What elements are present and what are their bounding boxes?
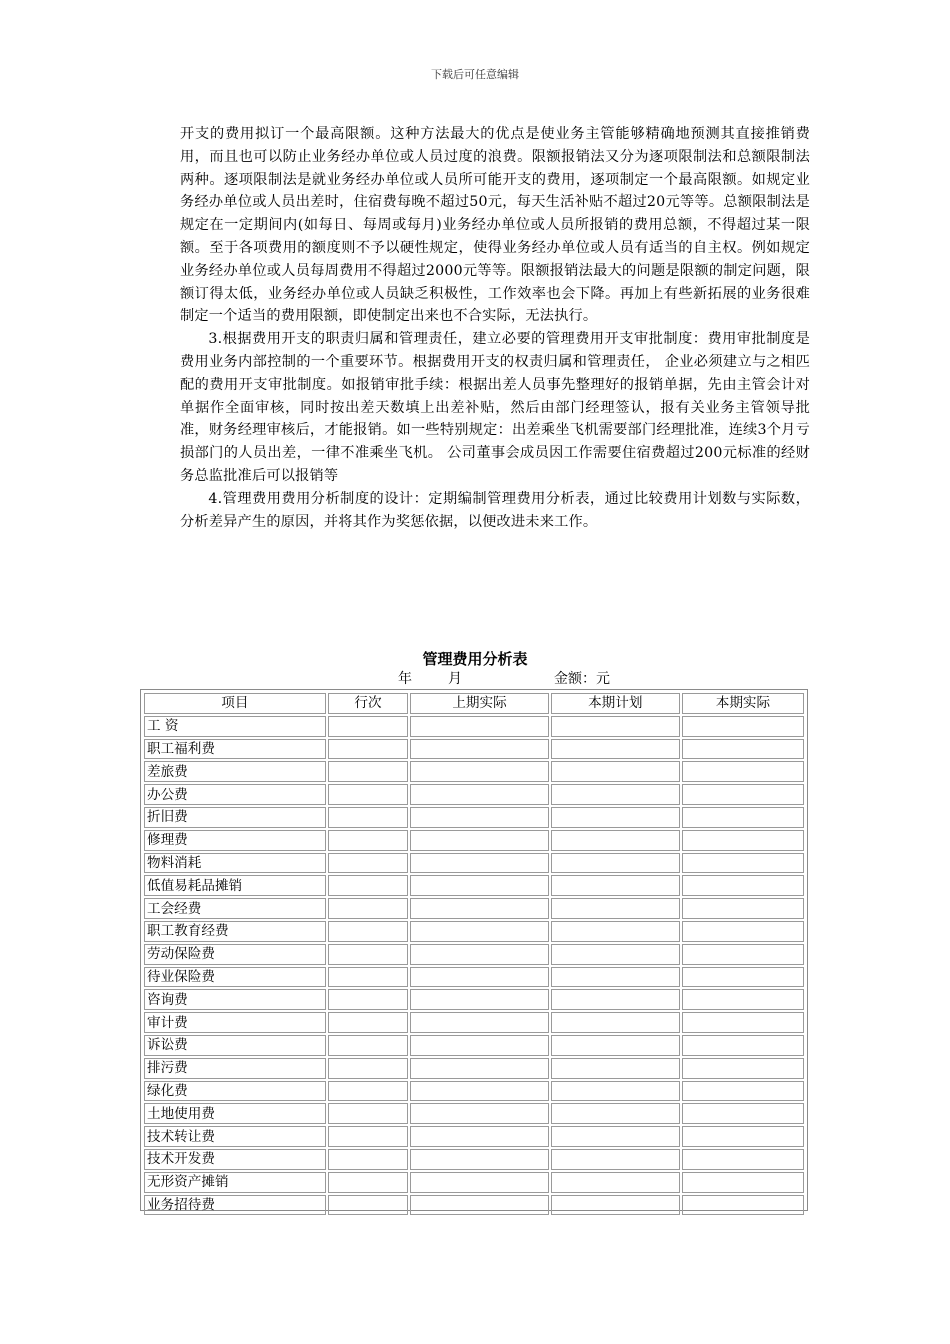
current-actual-cell[interactable] — [682, 1195, 804, 1216]
row-item-label: 折旧费 — [144, 807, 326, 828]
line-no-cell[interactable] — [328, 875, 409, 896]
row-item-label: 低值易耗品摊销 — [144, 875, 326, 896]
row-item-label: 劳动保险费 — [144, 944, 326, 965]
row-item-label: 工会经费 — [144, 898, 326, 919]
line-no-cell[interactable] — [328, 898, 409, 919]
line-no-cell[interactable] — [328, 1126, 409, 1147]
line-no-cell[interactable] — [328, 1035, 409, 1056]
current-actual-cell[interactable] — [682, 761, 804, 782]
expense-analysis-table — [140, 689, 808, 1211]
current-plan-cell[interactable] — [551, 989, 680, 1010]
column-header-current-actual: 本期实际 — [682, 693, 804, 714]
line-no-cell[interactable] — [328, 853, 409, 874]
table-row — [144, 1012, 804, 1033]
column-header-current-plan: 本期计划 — [551, 693, 680, 714]
row-item-label: 修理费 — [144, 830, 326, 851]
current-plan-cell[interactable] — [551, 761, 680, 782]
table-row — [144, 1172, 804, 1193]
table-row — [144, 1035, 804, 1056]
line-no-cell[interactable] — [328, 967, 409, 988]
current-plan-cell[interactable] — [551, 784, 680, 805]
year-label: 年 — [398, 671, 412, 687]
line-no-cell[interactable] — [328, 739, 409, 760]
current-actual-cell[interactable] — [682, 1103, 804, 1124]
column-header-prior-actual: 上期实际 — [410, 693, 548, 714]
line-no-cell[interactable] — [328, 1103, 409, 1124]
current-actual-cell[interactable] — [682, 898, 804, 919]
current-plan-cell[interactable] — [551, 1103, 680, 1124]
table-row — [144, 1103, 804, 1124]
current-plan-cell[interactable] — [551, 739, 680, 760]
table-row — [144, 921, 804, 942]
prior-actual-cell[interactable] — [410, 830, 548, 851]
current-plan-cell[interactable] — [551, 1081, 680, 1102]
current-actual-cell[interactable] — [682, 875, 804, 896]
row-item-label: 业务招待费 — [144, 1195, 326, 1216]
prior-actual-cell[interactable] — [410, 1172, 548, 1193]
current-actual-cell[interactable] — [682, 853, 804, 874]
prior-actual-cell[interactable] — [410, 1103, 548, 1124]
line-no-cell[interactable] — [328, 761, 409, 782]
expense-table — [142, 691, 806, 1217]
amount-label: 金额：元 — [554, 671, 610, 687]
current-plan-cell[interactable] — [551, 967, 680, 988]
table-title: 管理费用分析表 — [422, 650, 528, 668]
table-row — [144, 1126, 804, 1147]
table-row — [144, 967, 804, 988]
prior-actual-cell[interactable] — [410, 875, 548, 896]
row-item-label: 无形资产摊销 — [144, 1172, 326, 1193]
line-no-cell[interactable] — [328, 1195, 409, 1216]
current-plan-cell[interactable] — [551, 1172, 680, 1193]
prior-actual-cell[interactable] — [410, 716, 548, 737]
current-actual-cell[interactable] — [682, 716, 804, 737]
row-item-label: 诉讼费 — [144, 1035, 326, 1056]
row-item-label: 审计费 — [144, 1012, 326, 1033]
table-row — [144, 761, 804, 782]
current-plan-cell[interactable] — [551, 875, 680, 896]
prior-actual-cell[interactable] — [410, 784, 548, 805]
table-row — [144, 853, 804, 874]
line-no-cell[interactable] — [328, 1172, 409, 1193]
line-no-cell[interactable] — [328, 807, 409, 828]
table-row — [144, 875, 804, 896]
prior-actual-cell[interactable] — [410, 1058, 548, 1079]
row-item-label: 咨询费 — [144, 989, 326, 1010]
paragraph-continuation: 开支的费用拟订一个最高限额。这种方法最大的优点是使业务主管能够精确地预测其直接推销费用，而且也可以防止业务经办单位或人员过度的浪费。限额报销法又分为逐项限制法和总额限制法两种。逐项限制法是就业务经办单位或人员所可能开支的费用，逐项制定一个最高限额。如规定业务经办单位或人员出差时，住宿费每晚不超过50元，每天生活补贴不超过20元等等。总额限制法是规定在一定期间内(如每日、每周或每月)业务经办单位或人员所报销的费用总额，不得超过某一限额。至于各项费用的额度则不予以硬性规定，使得业务经办单位或人员有适当的自主权。例如规定业务经办单位或人员每周费用不得超过2000元等等。限额报销法最大的问题是限额的制定问题，限额订得太低，业务经办单位或人员缺乏积极性，工作效率也会下降。再加上有些新拓展的业务很难制定一个适当的费用限额，即使制定出来也不合实际，无法执行。 — [180, 126, 810, 325]
current-actual-cell[interactable] — [682, 967, 804, 988]
table-row — [144, 944, 804, 965]
table-row — [144, 739, 804, 760]
current-plan-cell[interactable] — [551, 716, 680, 737]
row-item-label: 技术转让费 — [144, 1126, 326, 1147]
table-subheader — [398, 668, 698, 688]
row-item-label: 差旅费 — [144, 761, 326, 782]
table-row — [144, 830, 804, 851]
prior-actual-cell[interactable] — [410, 853, 548, 874]
line-no-cell[interactable] — [328, 1149, 409, 1170]
row-item-label: 职工福利费 — [144, 739, 326, 760]
current-plan-cell[interactable] — [551, 1058, 680, 1079]
column-header-line-no: 行次 — [328, 693, 409, 714]
prior-actual-cell[interactable] — [410, 944, 548, 965]
table-row — [144, 1149, 804, 1170]
current-actual-cell[interactable] — [682, 1081, 804, 1102]
table-header-row — [144, 693, 804, 714]
current-actual-cell[interactable] — [682, 1035, 804, 1056]
current-plan-cell[interactable] — [551, 853, 680, 874]
current-actual-cell[interactable] — [682, 1149, 804, 1170]
table-body — [144, 716, 804, 1216]
prior-actual-cell[interactable] — [410, 967, 548, 988]
page-header: 下载后可任意编辑 — [431, 68, 519, 81]
month-label: 月 — [448, 671, 462, 687]
row-item-label: 职工教育经费 — [144, 921, 326, 942]
current-plan-cell[interactable] — [551, 1195, 680, 1216]
line-no-cell[interactable] — [328, 921, 409, 942]
current-plan-cell[interactable] — [551, 944, 680, 965]
current-actual-cell[interactable] — [682, 989, 804, 1010]
prior-actual-cell[interactable] — [410, 1126, 548, 1147]
table-row — [144, 1195, 804, 1216]
row-item-label: 技术开发费 — [144, 1149, 326, 1170]
current-plan-cell[interactable] — [551, 1012, 680, 1033]
prior-actual-cell[interactable] — [410, 921, 548, 942]
row-item-label: 办公费 — [144, 784, 326, 805]
current-actual-cell[interactable] — [682, 807, 804, 828]
prior-actual-cell[interactable] — [410, 739, 548, 760]
row-item-label: 工 资 — [144, 716, 326, 737]
current-actual-cell[interactable] — [682, 1058, 804, 1079]
table-row — [144, 898, 804, 919]
body-text — [180, 123, 810, 533]
table-row — [144, 1058, 804, 1079]
current-plan-cell[interactable] — [551, 830, 680, 851]
paragraph-analysis-system: 4.管理费用费用分析制度的设计：定期编制管理费用分析表，通过比较费用计划数与实际数，分析差异产生的原因，并将其作为奖惩依据，以便改进未来工作。 — [180, 490, 810, 530]
prior-actual-cell[interactable] — [410, 1149, 548, 1170]
current-plan-cell[interactable] — [551, 1126, 680, 1147]
current-actual-cell[interactable] — [682, 944, 804, 965]
line-no-cell[interactable] — [328, 1012, 409, 1033]
current-plan-cell[interactable] — [551, 1149, 680, 1170]
prior-actual-cell[interactable] — [410, 1035, 548, 1056]
current-actual-cell[interactable] — [682, 1012, 804, 1033]
current-actual-cell[interactable] — [682, 1126, 804, 1147]
table-row — [144, 1081, 804, 1102]
prior-actual-cell[interactable] — [410, 1012, 548, 1033]
paragraph-approval-system: 3.根据费用开支的职责归属和管理责任，建立必要的管理费用开支审批制度：费用审批制度是费用业务内部控制的一个重要环节。根据费用开支的权责归属和管理责任， 企业必须建立与之相匹配的费用开支审批制度。如报销审批手续：根据出差人员事先整理好的报销单据，先由主管会计对单据作全面审核，同时按出差天数填上出差补贴，然后由部门经理签认，报有关业务主管领导批准，财务经理审核后，才能报销。如一些特别规定：出差乘坐飞机需要部门经理批准，连续3个月亏损部门的人员出差，一律不准乘坐飞机。 公司董事会成员因工作需要住宿费超过200元标准的经财务总监批准后可以报销等 — [180, 331, 810, 484]
current-plan-cell[interactable] — [551, 898, 680, 919]
current-actual-cell[interactable] — [682, 784, 804, 805]
line-no-cell[interactable] — [328, 944, 409, 965]
prior-actual-cell[interactable] — [410, 761, 548, 782]
line-no-cell[interactable] — [328, 1058, 409, 1079]
row-item-label: 绿化费 — [144, 1081, 326, 1102]
current-plan-cell[interactable] — [551, 1035, 680, 1056]
prior-actual-cell[interactable] — [410, 1195, 548, 1216]
prior-actual-cell[interactable] — [410, 807, 548, 828]
row-item-label: 待业保险费 — [144, 967, 326, 988]
prior-actual-cell[interactable] — [410, 989, 548, 1010]
line-no-cell[interactable] — [328, 830, 409, 851]
row-item-label: 土地使用费 — [144, 1103, 326, 1124]
current-plan-cell[interactable] — [551, 807, 680, 828]
current-actual-cell[interactable] — [682, 830, 804, 851]
row-item-label: 物料消耗 — [144, 853, 326, 874]
line-no-cell[interactable] — [328, 784, 409, 805]
line-no-cell[interactable] — [328, 716, 409, 737]
column-header-item: 项目 — [144, 693, 326, 714]
row-item-label: 排污费 — [144, 1058, 326, 1079]
current-actual-cell[interactable] — [682, 921, 804, 942]
current-actual-cell[interactable] — [682, 1172, 804, 1193]
table-row — [144, 716, 804, 737]
prior-actual-cell[interactable] — [410, 898, 548, 919]
line-no-cell[interactable] — [328, 1081, 409, 1102]
current-actual-cell[interactable] — [682, 739, 804, 760]
table-row — [144, 989, 804, 1010]
prior-actual-cell[interactable] — [410, 1081, 548, 1102]
table-row — [144, 784, 804, 805]
line-no-cell[interactable] — [328, 989, 409, 1010]
table-row — [144, 807, 804, 828]
current-plan-cell[interactable] — [551, 921, 680, 942]
